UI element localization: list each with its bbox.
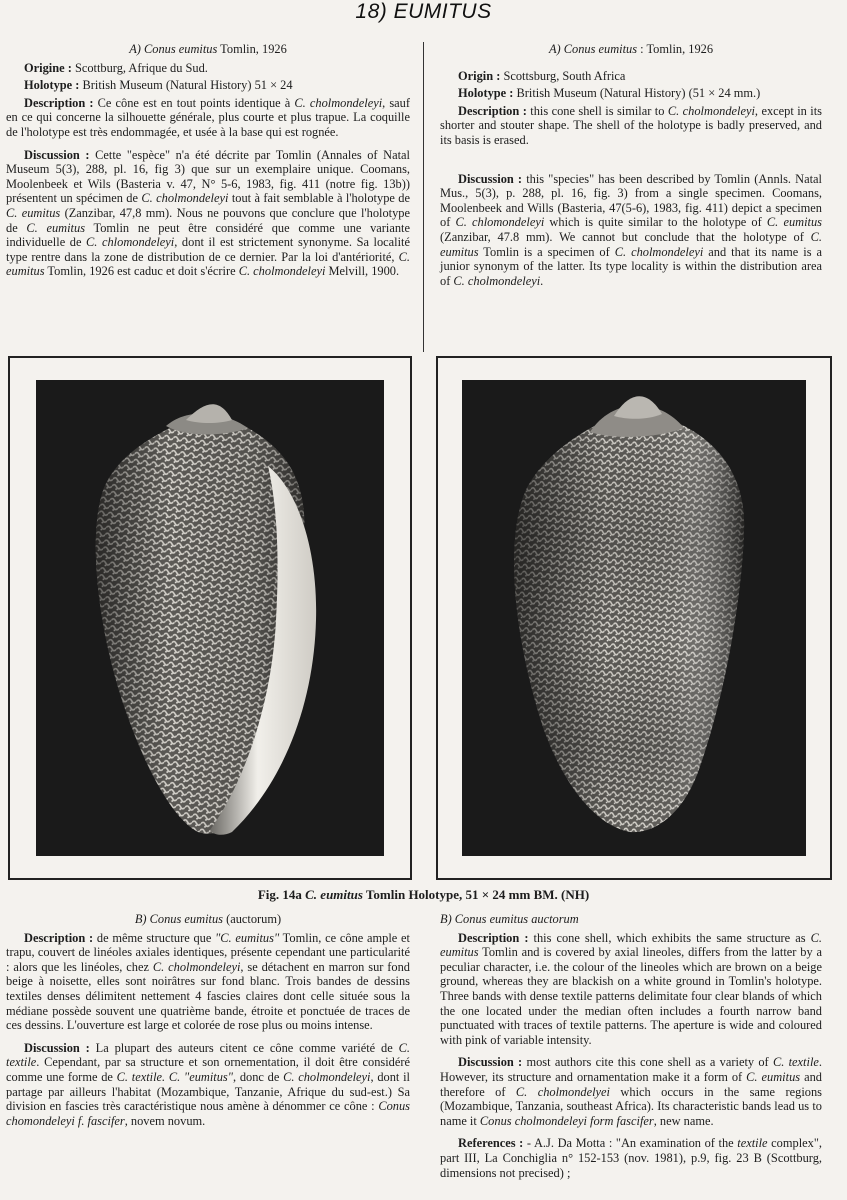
- figure-caption: Fig. 14a C. eumitus Tomlin Holotype, 51 × 24 mm BM. (NH): [257, 887, 590, 902]
- top-left-description: Description : Ce cône est en tout points identique à C. cholmondeleyi, sauf en ce qui concerne la silhouette générale, plus courte et plus trapue. La coquille de l'holotype est très endommagée, et usée à la base qui est rognée.: [6, 95, 411, 139]
- bottom-right-heading: B) Conus eumitus auctorum: [440, 912, 579, 926]
- top-left-origin: Origine : Scottburg, Afrique du Sud.: [24, 60, 208, 75]
- cone-shell-dorsal-view-icon: [462, 380, 806, 856]
- bottom-left-description: Description : de même structure que "C. eumitus" Tomlin, ce cône ample et trapu, couvert de linéoles axiales identiques, présente cependant une particularité : alors que les linéoles, chez C. cholmondeleyi, se détachent en marron sur fond beige à noisette, elles sont noirâtres sur fond blanc. Trois bandes de dessins textiles denses délimitent nettement 4 fascies claires dont celle située sous la médiane possède souvent une quatrième bande, étroite et ponctuée de traces de ces dessins. L'ouverture est large et colorée de rose plus ou moins intense.: [6, 930, 410, 1033]
- bottom-right-column: [440, 912, 822, 1188]
- cone-shell-aperture-view-icon: [36, 380, 384, 856]
- top-left-column: [6, 42, 410, 287]
- top-right-column: [440, 42, 822, 296]
- top-right-heading: A) Conus eumitus : Tomlin, 1926: [548, 42, 714, 56]
- shell-photo-aperture-frame: [8, 356, 412, 880]
- top-right-discussion: Discussion : this "species" has been described by Tomlin (Annls. Natal Mus., 5(3), p. 288, pl. 16, fig. 3) from a single specimen. Coomans, Moolenbeek and Wills (Basteria, 47(5-6), 1983, fig. 411) depict a specimen of C. chlomondeleyi which is quite similar to the holotype of C. eumitus (Zanzibar, 47.8 mm). We cannot but conclude that the holotype of C. eumitus Tomlin is a specimen of C. cholmondeleyi and that its name is a junior synonym of the latter. Its type locality is within the distribution area of C. cholmondeleyi.: [440, 171, 823, 288]
- bottom-left-discussion: Discussion : La plupart des auteurs citent ce cône comme variété de C. textile. Cependant, par sa structure et son ornementation, il doit être considéré comme une forme de C. textile. C. "eumitus", donc de C. cholmondeleyi, dont il partage par ailleurs l'habitat (Mozambique, Tanzanie, Afrique du sud-est.) Sa division en fascies très caractéristique nous amène à dénommer ce cône : Conus chomondeleyi f. fascifer, novem novum.: [6, 1040, 411, 1128]
- page-title: 18) EUMITUS: [355, 0, 492, 23]
- bottom-right-description: Description : this cone shell, which exhibits the same structure as C. eumitus Tomlin and is covered by axial lineoles, differs from the latter by a peculiar character, i.e. the colour of the lineoles which are brown on a beige ground, whereas they are blackish on a white ground in Tomlin's holotype. Three bands with dense textile patterns delimitate four clear blands of which the one located under the median often includes a fourth narrow band punctuated with traces of textile patterns. The aperture is wide and coloured with pink of variable intensity.: [440, 930, 822, 1047]
- column-divider: [423, 42, 424, 352]
- shell-photo-dorsal: [462, 380, 806, 856]
- bottom-right-references: References : - A.J. Da Motta : "An examination of the textile complex", part III, La Conchiglia n° 152-153 (nov. 1981), p.9, fig. 23 B (Scottburg, dimensions not precised) ;: [440, 1136, 822, 1180]
- top-left-holotype: Holotype : British Museum (Natural History) 51 × 24: [24, 78, 293, 93]
- top-right-holotype: Holotype : British Museum (Natural History) (51 × 24 mm.): [458, 86, 761, 101]
- top-left-discussion: Discussion : Cette "espèce" n'a été décrite par Tomlin (Annales of Natal Museum 5(3), 288, pl. 16, fig 3) que sur un exemplaire unique. Coomans, Moolenbeek et Wils (Basteria v. 47, N° 5-6, 1983, fig. 411 (notre fig. 13b)) présentent un spécimen de C. cholmondeleyi tout à fait semblable à l'holotype de C. eumitus (Zanzibar, 47,8 mm). Nous ne pouvons que conclure que l'holotype de C. eumitus Tomlin ne peut être considéré que comme une variante individuelle de C. chlomondeleyi, dont il est strictement synonyme. Sa localité type rentre dans la zone de distribution de ce dernier. Par la loi d'antériorité, C. eumitus Tomlin, 1926 est caduc et doit s'écrire C. cholmondeleyi Melvill, 1900.: [6, 147, 410, 279]
- shell-photo-aperture: [36, 380, 384, 856]
- bottom-left-column: [6, 912, 410, 1136]
- top-right-description: Description : this cone shell is similar to C. cholmondeleyi, except in its shorter and stouter shape. The shell of the holotype is badly preserved, and its basis is erased.: [440, 103, 822, 147]
- bottom-left-heading: B) Conus eumitus (auctorum): [134, 912, 282, 926]
- top-right-origin: Origin : Scottsburg, South Africa: [458, 68, 626, 83]
- shell-photo-dorsal-frame: [436, 356, 832, 880]
- top-left-heading: A) Conus eumitus Tomlin, 1926: [129, 42, 287, 56]
- bottom-right-discussion: Discussion : most authors cite this cone shell as a variety of C. textile. However, its structure and ornamentation make it a form of C. eumitus and therefore of C. cholmondelyei which occurs in the same regions (Mozambique, Tanzania, southeast Africa). Its characteristic bands lead us to name it Conus cholmondeleyi form fascifer, new name.: [440, 1055, 822, 1128]
